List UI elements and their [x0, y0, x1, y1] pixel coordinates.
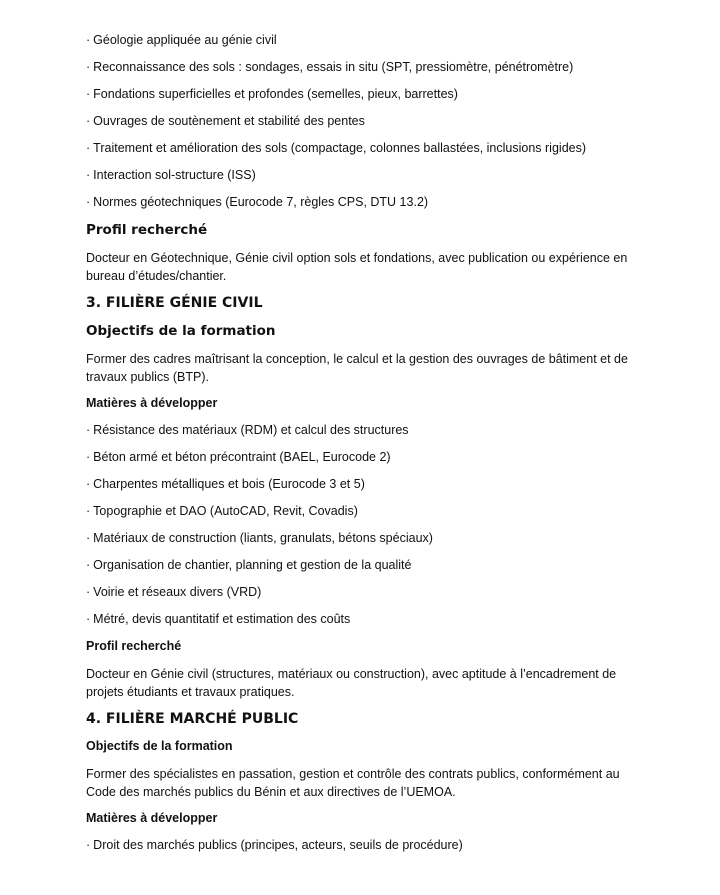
list-item: · Normes géotechniques (Eurocode 7, règles CPS, DTU 13.2) — [86, 195, 429, 209]
list-item: · Traitement et amélioration des sols (compactage, colonnes ballastées, inclusions rigides) — [86, 141, 587, 155]
geo-profile-text: Docteur en Géotechnique, Génie civil option sols et fondations, avec publication ou expérience en bureau d’études/chantier. — [86, 251, 628, 283]
gc-subjects-heading: Matières à développer — [86, 396, 218, 410]
list-item: · Topographie et DAO (AutoCAD, Revit, Covadis) — [86, 504, 358, 518]
list-item: · Béton armé et béton précontraint (BAEL, Eurocode 2) — [86, 450, 391, 464]
section-title-genie-civil: 3. FILIÈRE GÉNIE CIVIL — [86, 295, 263, 311]
list-item: · Ouvrages de soutènement et stabilité des pentes — [86, 114, 365, 128]
geo-subjects-list — [86, 32, 646, 210]
list-item: · Géologie appliquée au génie civil — [86, 33, 277, 47]
list-item: · Métré, devis quantitatif et estimation des coûts — [86, 612, 351, 626]
mp-subjects-heading: Matières à développer — [86, 811, 218, 825]
list-item: · Voirie et réseaux divers (VRD) — [86, 585, 262, 599]
list-item: · Organisation de chantier, planning et gestion de la qualité — [86, 558, 412, 572]
document-page — [86, 32, 646, 864]
gc-objectives-heading: Objectifs de la formation — [86, 323, 276, 339]
list-item: · Reconnaissance des sols : sondages, essais in situ (SPT, pressiomètre, pénétromètre) — [86, 60, 574, 74]
list-item: · Interaction sol-structure (ISS) — [86, 168, 256, 182]
mp-objectives-text: Former des spécialistes en passation, gestion et contrôle des contrats publics, conformément au Code des marchés publics du Bénin et aux directives de l’UEMOA. — [86, 767, 620, 799]
gc-profile-text: Docteur en Génie civil (structures, matériaux ou construction), avec aptitude à l’encadrement de projets étudiants et travaux pratiques. — [86, 667, 617, 699]
list-item: · Charpentes métalliques et bois (Eurocode 3 et 5) — [86, 477, 365, 491]
list-item: · Fondations superficielles et profondes (semelles, pieux, barrettes) — [86, 87, 458, 101]
list-item: · Droit des marchés publics (principes, acteurs, seuils de procédure) — [86, 838, 463, 852]
list-item: · Matériaux de construction (liants, granulats, bétons spéciaux) — [86, 531, 433, 545]
geo-profile-heading: Profil recherché — [86, 222, 208, 238]
gc-profile-heading: Profil recherché — [86, 639, 182, 653]
mp-subjects-list — [86, 837, 646, 853]
gc-objectives-text: Former des cadres maîtrisant la conception, le calcul et la gestion des ouvrages de bâtiment et de travaux publics (BTP). — [86, 352, 628, 384]
list-item: · Résistance des matériaux (RDM) et calcul des structures — [86, 423, 409, 437]
mp-objectives-heading: Objectifs de la formation — [86, 739, 233, 753]
section-title-marche-public: 4. FILIÈRE MARCHÉ PUBLIC — [86, 711, 299, 727]
gc-subjects-list — [86, 422, 646, 627]
